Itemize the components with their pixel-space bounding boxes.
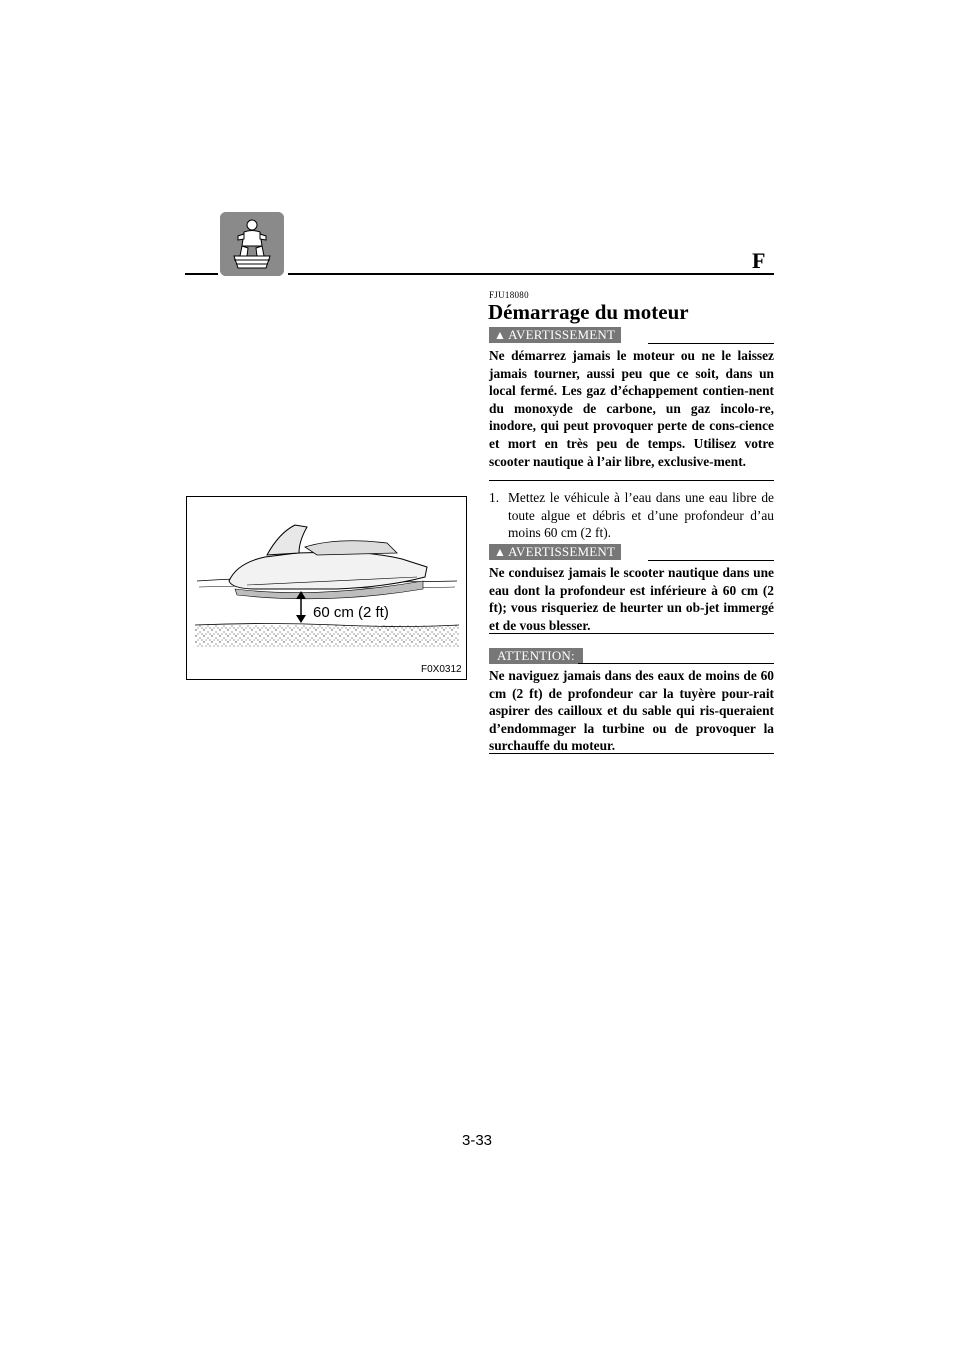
- warning-badge-label: AVERTISSEMENT: [508, 327, 616, 342]
- warning-badge: [489, 327, 621, 343]
- page-title: Démarrage du moteur: [488, 300, 689, 324]
- warning-triangle-icon: ▲: [494, 328, 507, 342]
- warning-triangle-icon: ▲: [494, 545, 507, 559]
- warning-heading-rule: [648, 343, 774, 344]
- personal-watercraft-rider-icon: [220, 212, 284, 276]
- header-rule-left: [185, 273, 218, 275]
- warning-text: Ne démarrez jamais le moteur ou ne le laissez jamais tourner, aussi peu que ce soit, dans un local fermé. Les gaz d’échappement contien-nent du monoxyde de carbone, un gaz incolo-re, inodore, qui peut provoquer perte de cons-cience et mort en très peu de temps. Utilisez votre scooter nautique à l’air libre, exclusive-ment.: [489, 348, 774, 469]
- step-text: Mettez le véhicule à l’eau dans une eau libre de toute algue et débris et d’une profondeur d’au moins 60 cm (2 ft).: [508, 490, 774, 541]
- caution-text: Ne naviguez jamais dans des eaux de moins de 60 cm (2 ft) de profondeur car la tuyère pour-rait aspirer des cailloux et du sable qui ris-queraient d’endommager la turbine ou de provoquer la surchauffe du moteur.: [489, 668, 774, 754]
- caution-heading-rule: [578, 663, 774, 664]
- step-number: 1.: [489, 490, 500, 505]
- warning-heading-rule: [648, 560, 774, 561]
- warning-badge: [489, 544, 621, 560]
- illustration-figure: [186, 496, 467, 680]
- list-item: [489, 489, 774, 542]
- caution-end-rule: [489, 753, 774, 754]
- language-indicator: F: [752, 248, 766, 273]
- warning-text: Ne conduisez jamais le scooter nautique dans une eau dont la profondeur est inférieure à 60 cm (2 ft); vous risqueriez de heurter un ob-jet immergé et de vous blesser.: [489, 565, 774, 633]
- caution-badge: [489, 648, 583, 664]
- figure-code: F0X0312: [421, 664, 462, 675]
- watercraft-depth-illustration: [187, 497, 466, 679]
- warning-end-rule: [489, 633, 774, 634]
- depth-label: 60 cm (2 ft): [313, 604, 389, 621]
- page-number: 3-33: [462, 1132, 493, 1149]
- warning-badge-label: AVERTISSEMENT: [508, 544, 616, 559]
- caution-badge-label: ATTENTION:: [497, 648, 575, 663]
- header-rule-right: [288, 273, 774, 275]
- warning-end-rule: [489, 480, 774, 481]
- section-code: FJU18080: [489, 290, 529, 300]
